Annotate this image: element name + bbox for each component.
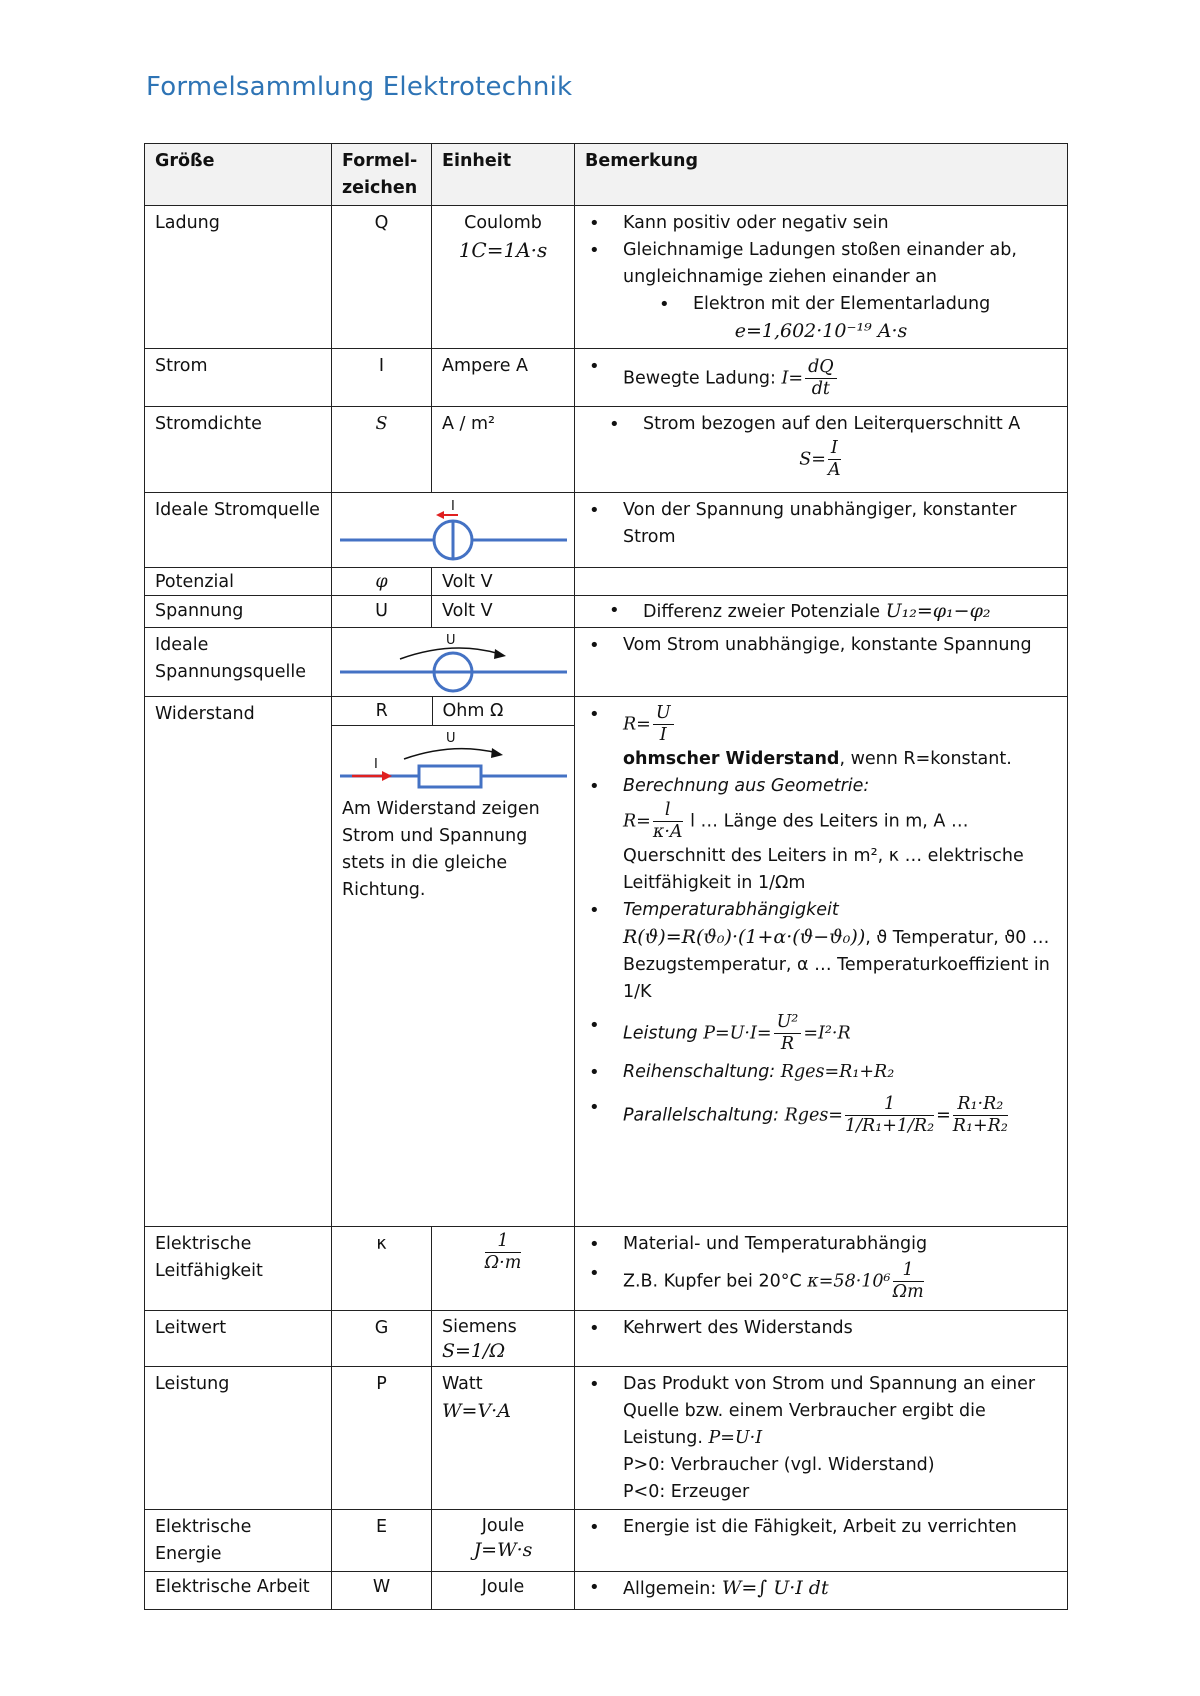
leitfaehigkeit-unit-fraction xyxy=(485,1231,522,1274)
voltage-arrow-head xyxy=(494,649,506,659)
ladung-formula: e=1,602·10⁻¹⁹ A·s xyxy=(734,320,908,342)
leistung-symbol: P xyxy=(332,1367,432,1510)
widerstand-leistung-label: Leistung xyxy=(623,1023,698,1044)
widerstand-reihe xyxy=(585,1059,1057,1086)
widerstand-name: Widerstand xyxy=(145,697,332,1227)
arbeit-symbol: W xyxy=(332,1572,432,1610)
widerstand-temp-title: • Temperaturabhängigkeit xyxy=(585,897,1057,924)
strom-den: dt xyxy=(811,379,830,399)
ladung-unit-formula: 1C=1A·s xyxy=(458,238,548,262)
energie-unit-formula: J=W·s xyxy=(473,1539,533,1561)
resistor-symbol xyxy=(332,726,575,796)
stromquelle-note: • Von der Spannung unabhängiger, konstanter Strom xyxy=(585,497,1057,551)
header-bemerkung: Bemerkung xyxy=(575,144,1068,206)
resistor-i-label: I xyxy=(374,756,378,772)
leitfaehigkeit-formula-num: 1 xyxy=(893,1260,924,1282)
widerstand-leistung-den: R xyxy=(780,1034,795,1054)
widerstand-parallel-den: 1/R₁+1/R₂ xyxy=(844,1116,935,1136)
widerstand-leistung-rhs: =I²·R xyxy=(803,1023,851,1044)
current-source-label: I xyxy=(451,499,455,514)
widerstand-leistung-fraction xyxy=(774,1012,802,1055)
stromquelle-notes xyxy=(575,493,1068,568)
strom-num: dQ xyxy=(805,357,837,379)
leistung-unit xyxy=(432,1367,575,1510)
potenzial-name: Potenzial xyxy=(145,568,332,596)
spannung-unit: Volt V xyxy=(432,596,575,628)
row-stromquelle xyxy=(145,493,1068,568)
spannung-notes xyxy=(575,596,1068,628)
leistung-formula: P=U·I xyxy=(708,1428,763,1448)
widerstand-geo-num: l xyxy=(653,800,683,822)
strom-fraction xyxy=(805,357,837,400)
widerstand-notes xyxy=(575,697,1068,1227)
widerstand-temp-text: , ϑ Temperatur, ϑ0 … Bezugstemperatur, α … Temperaturkoeffizient in 1/K xyxy=(623,928,1050,1002)
widerstand-ohm-text xyxy=(585,746,1057,773)
potenzial-notes xyxy=(575,568,1068,596)
widerstand-geo-fraction xyxy=(653,800,683,843)
widerstand-left-cell xyxy=(332,697,575,1227)
stromdichte-note: • Strom bezogen auf den Leiterquerschnitt A xyxy=(585,411,1057,438)
leitfaehigkeit-formula: κ=58·10⁶ xyxy=(807,1271,891,1292)
row-ladung xyxy=(145,206,1068,349)
stromdichte-symbol: S xyxy=(332,407,432,493)
leistung-notes xyxy=(575,1367,1068,1510)
energie-note: • Energie ist die Fähigkeit, Arbeit zu verrichten xyxy=(585,1514,1057,1541)
leitwert-symbol: G xyxy=(332,1311,432,1367)
row-arbeit xyxy=(145,1572,1068,1610)
strom-note-text: Bewegte Ladung: xyxy=(623,368,776,389)
leitfaehigkeit-note-2 xyxy=(585,1260,1057,1303)
arbeit-note xyxy=(585,1576,1057,1601)
stromdichte-den: A xyxy=(828,460,841,480)
widerstand-symbol-row xyxy=(332,697,575,725)
leitfaehigkeit-name: Elektrische Leitfähigkeit xyxy=(145,1227,332,1311)
widerstand-reihe-formula: Rges=R₁+R₂ xyxy=(780,1062,895,1082)
stromdichte-num: I xyxy=(828,438,841,460)
widerstand-geo-title: • Berechnung aus Geometrie: xyxy=(585,773,1057,800)
spannung-name: Spannung xyxy=(145,596,332,628)
leitfaehigkeit-unit-den: Ω·m xyxy=(484,1253,522,1273)
energie-name: Elektrische Energie xyxy=(145,1510,332,1572)
widerstand-geo-lhs: R= xyxy=(623,811,651,832)
leitwert-unit xyxy=(432,1311,575,1367)
strom-formula-lhs: I= xyxy=(781,368,804,389)
potenzial-unit: Volt V xyxy=(432,568,575,596)
resistor-box xyxy=(419,766,481,787)
row-spannung xyxy=(145,596,1068,628)
stromquelle-diagram-cell xyxy=(332,493,575,568)
ladung-notes xyxy=(575,206,1068,349)
strom-note xyxy=(585,353,1057,400)
current-source-symbol xyxy=(332,493,575,567)
ladung-unit xyxy=(432,206,575,349)
stromdichte-name: Stromdichte xyxy=(145,407,332,493)
leitfaehigkeit-formula-fraction xyxy=(893,1260,924,1303)
widerstand-ohm-rest: , wenn R=konstant. xyxy=(839,749,1012,769)
ladung-unit-name: Coulomb xyxy=(464,213,542,233)
arbeit-notes xyxy=(575,1572,1068,1610)
energie-unit-name: Joule xyxy=(481,1516,525,1536)
arbeit-name: Elektrische Arbeit xyxy=(145,1572,332,1610)
row-energie xyxy=(145,1510,1068,1572)
leitfaehigkeit-notes xyxy=(575,1227,1068,1311)
row-leitwert xyxy=(145,1311,1068,1367)
widerstand-parallel-den-b: 1/R₂ xyxy=(896,1116,935,1136)
widerstand-ohm xyxy=(585,701,1057,746)
current-arrow-head xyxy=(436,511,444,519)
widerstand-parallel-rhs-num: R₁·R₂ xyxy=(953,1094,1008,1116)
voltage-source-symbol xyxy=(332,628,575,696)
leitfaehigkeit-formula-den: Ωm xyxy=(892,1282,924,1302)
row-widerstand xyxy=(145,697,1068,1227)
row-leistung xyxy=(145,1367,1068,1510)
leitwert-unit-formula: S=1/Ω xyxy=(442,1340,506,1362)
header-row xyxy=(145,144,1068,206)
leitwert-notes xyxy=(575,1311,1068,1367)
widerstand-leistung-lhs: P=U·I= xyxy=(703,1023,772,1044)
header-einheit: Einheit xyxy=(432,144,575,206)
ladung-note-2: • Gleichnamige Ladungen stoßen einander ab, ungleichnamige ziehen einander an xyxy=(585,237,1057,291)
spannungsquelle-name: Ideale Spannungsquelle xyxy=(145,628,332,697)
widerstand-subtable xyxy=(332,697,575,726)
widerstand-ohm-bold: ohmscher Widerstand xyxy=(623,749,840,769)
strom-name: Strom xyxy=(145,349,332,407)
stromdichte-fraction xyxy=(828,438,841,481)
widerstand-leistung-num: U² xyxy=(774,1012,802,1034)
leitwert-unit-name: Siemens xyxy=(442,1317,517,1337)
resistor-current-arrow-head xyxy=(382,771,392,781)
widerstand-reihe-label: Reihenschaltung: xyxy=(623,1062,776,1082)
spannungsquelle-note: • Vom Strom unabhängige, konstante Spannung xyxy=(585,632,1057,659)
leistung-extra-2: P<0: Erzeuger xyxy=(623,1482,750,1502)
widerstand-caption: Am Widerstand zeigen Strom und Spannung stets in die gleiche Richtung. xyxy=(342,798,540,900)
energie-symbol: E xyxy=(332,1510,432,1572)
leitfaehigkeit-note-2-text: Z.B. Kupfer bei 20°C xyxy=(623,1271,802,1292)
ladung-symbol: Q xyxy=(332,206,432,349)
spannungsquelle-notes xyxy=(575,628,1068,697)
widerstand-temp xyxy=(585,924,1057,1006)
widerstand-parallel-rhs xyxy=(953,1094,1008,1137)
widerstand-parallel-fraction xyxy=(845,1094,934,1137)
leitfaehigkeit-unit-num: 1 xyxy=(485,1231,522,1253)
energie-notes xyxy=(575,1510,1068,1572)
row-strom xyxy=(145,349,1068,407)
row-stromdichte xyxy=(145,407,1068,493)
stromdichte-lhs: S= xyxy=(799,449,826,470)
widerstand-ohm-den: I xyxy=(659,725,667,745)
leitwert-name: Leitwert xyxy=(145,1311,332,1367)
arbeit-formula: W=∫ U·I dt xyxy=(721,1577,829,1599)
ladung-name: Ladung xyxy=(145,206,332,349)
stromdichte-notes xyxy=(575,407,1068,493)
widerstand-parallel-num: 1 xyxy=(845,1094,934,1116)
widerstand-geo-text: l … Länge des Leiters in m, A … Querschnitt des Leiters in m², κ … elektrische Leitfähigkeit in 1/Ωm xyxy=(623,811,1024,893)
strom-symbol: I xyxy=(332,349,432,407)
strom-unit: Ampere A xyxy=(432,349,575,407)
stromquelle-name: Ideale Stromquelle xyxy=(145,493,332,568)
resistor-u-label: U xyxy=(446,730,456,746)
leistung-note xyxy=(585,1371,1057,1452)
arbeit-unit: Joule xyxy=(432,1572,575,1610)
leistung-unit-name: Watt xyxy=(442,1374,483,1394)
leitwert-note: • Kehrwert des Widerstands xyxy=(585,1315,1057,1342)
potenzial-symbol: φ xyxy=(332,568,432,596)
resistor-voltage-arrow-head xyxy=(491,748,503,758)
spannung-note-text: Differenz zweier Potenziale xyxy=(643,602,880,622)
spannung-formula: U₁₂=φ₁−φ₂ xyxy=(885,600,991,622)
header-formelzeichen: Formel-zeichen xyxy=(332,144,432,206)
widerstand-geo-den: κ·A xyxy=(652,822,683,842)
widerstand-symbol: R xyxy=(332,697,432,725)
resistor-voltage-arrow xyxy=(404,748,497,758)
leitfaehigkeit-unit xyxy=(432,1227,575,1311)
widerstand-parallel-label: Parallelschaltung: xyxy=(623,1105,780,1126)
arbeit-note-text: Allgemein: xyxy=(623,1579,717,1599)
widerstand-geo xyxy=(585,800,1057,897)
widerstand-parallel-rhs-den: R₁+R₂ xyxy=(952,1116,1008,1136)
widerstand-ohm-num: U xyxy=(653,703,674,725)
spannung-symbol: U xyxy=(332,596,432,628)
row-spannungsquelle xyxy=(145,628,1068,697)
widerstand-ohm-fraction xyxy=(653,703,674,746)
energie-unit xyxy=(432,1510,575,1572)
widerstand-parallel-den-a: 1/R₁ xyxy=(844,1116,883,1136)
widerstand-leistung xyxy=(585,1012,1057,1055)
widerstand-parallel-lhs: Rges= xyxy=(784,1105,843,1126)
stromdichte-formula xyxy=(585,438,1057,481)
leitfaehigkeit-symbol: κ xyxy=(332,1227,432,1311)
row-leitfaehigkeit xyxy=(145,1227,1068,1311)
widerstand-parallel: • Parallelschaltung: Rges= $\frac{1}{\text{1/R₁+1/R₂}}$ = $\frac{\text{R₁·R₂}}{\text{R₁+R₂}}$ xyxy=(585,1094,1057,1137)
ladung-note-1: • Kann positiv oder negativ sein xyxy=(585,210,1057,237)
formula-table xyxy=(144,143,1068,1610)
row-potenzial xyxy=(145,568,1068,596)
leitfaehigkeit-note-1: • Material- und Temperaturabhängig xyxy=(585,1231,1057,1258)
leistung-note-text: Das Produkt von Strom und Spannung an einer Quelle bzw. einem Verbraucher ergibt die Leistung. xyxy=(623,1374,1036,1448)
strom-notes xyxy=(575,349,1068,407)
ladung-note-3: • Elektron mit der Elementarladung xyxy=(585,291,1057,318)
stromdichte-unit: A / m² xyxy=(432,407,575,493)
page-title: Formelsammlung Elektrotechnik xyxy=(146,72,573,102)
widerstand-ohm-lhs: R= xyxy=(623,714,651,735)
leistung-name: Leistung xyxy=(145,1367,332,1510)
leistung-unit-formula: W=V·A xyxy=(442,1400,511,1422)
widerstand-unit: Ohm Ω xyxy=(432,697,575,725)
header-groesse: Größe xyxy=(145,144,332,206)
spannung-note xyxy=(585,600,1057,623)
leistung-extra-1: P>0: Verbraucher (vgl. Widerstand) xyxy=(623,1455,935,1475)
voltage-source-label: U xyxy=(446,633,456,648)
spannungsquelle-diagram-cell xyxy=(332,628,575,697)
widerstand-temp-formula: R(ϑ)=R(ϑ₀)·(1+α·(ϑ−ϑ₀)) xyxy=(623,926,866,948)
